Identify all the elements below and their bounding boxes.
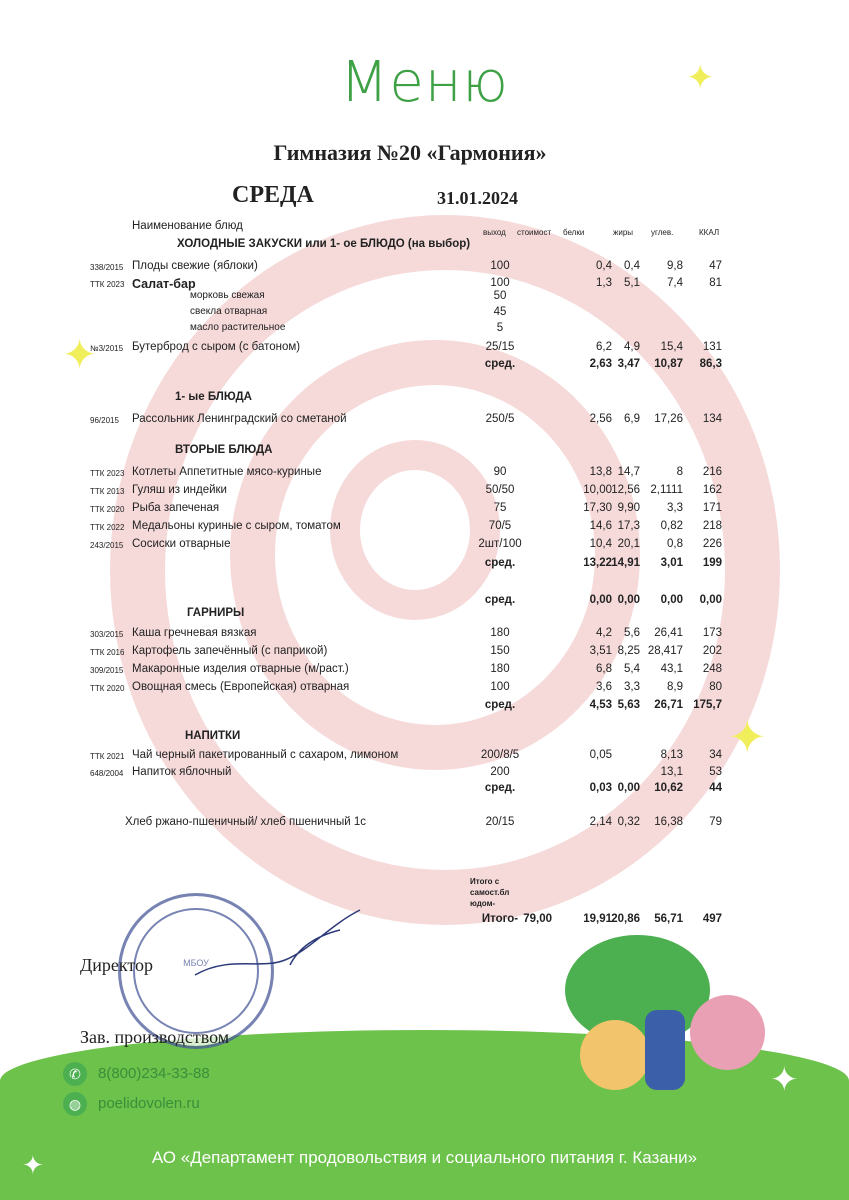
protein: 13,8 [589,466,612,478]
row-code: 96/2015 [90,416,119,425]
fat: 5,4 [624,663,640,675]
carbs: 0,00 [660,594,683,606]
summary-row [0,358,849,374]
table-row [0,816,849,832]
table-row [0,260,849,276]
dish-name: Каша гречневая вязкая [132,627,257,639]
portion: сред. [484,782,516,794]
fat: 20,1 [617,538,640,550]
total-self-line: юдом- [470,899,496,908]
carbs: 16,38 [654,816,683,828]
portion: 50 [493,290,507,302]
table-row [0,502,849,518]
kcal: 173 [702,627,722,639]
protein: 10,4 [589,538,612,550]
protein: 10,00 [583,484,612,496]
dish-name: свекла отварная [190,306,268,317]
fat: 3,3 [624,681,640,693]
dish-name: морковь свежая [190,290,265,301]
total-self-line: самост.бл [470,888,510,897]
protein: 14,6 [589,520,612,532]
protein: 0,00 [589,594,612,606]
table-row [0,749,849,765]
website-link[interactable]: poelidovolen.ru [98,1095,200,1112]
dish-name: Овощная смесь (Европейская) отварная [132,681,350,693]
director-label: Директор [80,955,154,975]
table-row [0,484,849,500]
kcal: 53 [709,766,722,778]
protein: 1,3 [596,277,612,289]
portion: 200 [490,766,510,778]
kcal: 162 [702,484,722,496]
row-code: ТТК 2016 [90,648,125,657]
portion: сред. [484,557,516,569]
dish-name: Хлеб ржано-пшеничный/ хлеб пшеничный 1с [125,816,367,828]
portion: 180 [490,663,510,675]
cost: 79,00 [523,913,552,925]
portion: 200/8/5 [480,749,520,761]
fat: 0,4 [624,260,640,272]
portion: 25/15 [485,341,515,353]
kcal: 44 [709,782,722,794]
star-icon: ✦ [728,711,767,763]
row-code: ТТК 2013 [90,487,125,496]
fat: 9,90 [617,502,640,514]
fat: 6,9 [624,413,640,425]
section-heading: 1- ые БЛЮДА [175,391,252,403]
fat: 20,86 [611,913,640,925]
protein: 2,14 [589,816,612,828]
protein: 3,51 [589,645,612,657]
kcal: 171 [702,502,722,514]
row-code: ТТК 2020 [90,505,125,514]
kcal: 202 [702,645,722,657]
portion: 100 [490,277,510,289]
protein: 0,03 [589,782,612,794]
row-code: ТТК 2023 [90,469,125,478]
fat: 12,56 [611,484,640,496]
section-heading: ГАРНИРЫ [187,607,245,619]
header-carbs: углев. [651,228,674,237]
star-icon: ✦ [770,1061,799,1099]
footer-organization: АО «Департамент продовольствия и социального питания г. Казани» [151,1148,698,1167]
fat: 0,00 [617,594,640,606]
portion: Итого- [481,913,519,925]
dish-name: Рассольник Ленинградский со сметаной [132,413,347,425]
portion: сред. [484,594,516,606]
carbs: 0,8 [667,538,683,550]
summary-row [0,782,849,798]
protein: 2,56 [589,413,612,425]
protein: 3,6 [596,681,612,693]
kcal: 199 [702,557,722,569]
dish-name: Медальоны куриные с сыром, томатом [132,520,341,532]
summary-row [0,699,849,715]
fat: 5,63 [617,699,640,711]
row-code: 648/2004 [90,769,124,778]
carbs: 56,71 [654,913,683,925]
table-row [0,290,849,306]
fat: 4,9 [624,341,640,353]
portion: 250/5 [485,413,515,425]
protein: 4,2 [596,627,612,639]
row-code: ТТК 2022 [90,523,125,532]
portion: 90 [493,466,507,478]
star-icon: ✦ [62,331,98,378]
dish-name: Салат-бар [132,277,196,291]
protein: 6,8 [596,663,612,675]
pepper-character [645,1010,685,1090]
protein: 19,91 [583,913,612,925]
carbs: 26,41 [654,627,683,639]
dish-name: Сосиски отварные [132,538,231,550]
production-head-label: Зав. производством [80,1027,230,1047]
kcal: 216 [702,466,722,478]
kcal: 86,3 [699,358,722,370]
table-row [0,413,849,429]
carbs: 10,62 [654,782,683,794]
portion: 50/50 [485,484,515,496]
section-heading: ХОЛОДНЫЕ ЗАКУСКИ или 1- ое БЛЮДО (на выбор) [177,238,471,250]
row-code: ТТК 2023 [90,280,125,289]
table-row [0,663,849,679]
table-row [0,681,849,697]
kcal: 248 [702,663,722,675]
fat: 5,1 [624,277,640,289]
table-row [0,645,849,661]
header-cost: стоимост [517,228,552,237]
carbs: 8,9 [667,681,683,693]
row-code: 243/2015 [90,541,124,550]
dish-name: масло растительное [190,322,286,333]
protein: 0,4 [596,260,612,272]
date: 31.01.2024 [437,188,518,208]
carbs: 0,82 [660,520,683,532]
total-self-label [470,876,509,909]
row-code: №3/2015 [90,344,124,353]
fat: 17,3 [617,520,640,532]
portion: 45 [493,306,507,318]
table-row [0,538,849,554]
section-heading: ВТОРЫЕ БЛЮДА [175,444,273,456]
page-title: Меню [340,50,509,115]
kcal: 131 [702,341,722,353]
portion: сред. [484,358,516,370]
fat: 0,32 [617,816,640,828]
fat: 14,91 [611,557,640,569]
row-code: 309/2015 [90,666,124,675]
dish-name: Гуляш из индейки [132,484,227,496]
kcal: 34 [709,749,722,761]
dish-name: Чай черный пакетированный с сахаром, лимоном [132,749,399,761]
carbs: 10,87 [654,358,683,370]
carbs: 15,4 [660,341,683,353]
stamp-text: МБОУ [183,958,209,968]
table-row [0,627,849,643]
total-self-line: Итого с [470,877,500,886]
summary-row [0,913,849,929]
kcal: 175,7 [693,699,722,711]
protein: 2,63 [589,358,612,370]
star-icon: ✦ [22,1150,44,1180]
table-row [0,766,849,782]
portion: 2шт/100 [478,538,522,550]
row-code: 303/2015 [90,630,124,639]
header-kcal: ККАЛ [699,228,720,237]
carbs: 26,71 [654,699,683,711]
carbs: 17,26 [654,413,683,425]
chef-character [690,995,765,1070]
carbs: 28,417 [647,645,683,657]
fat: 8,25 [617,645,640,657]
fat: 0,00 [617,782,640,794]
carbs: 3,01 [660,557,683,569]
protein: 6,2 [596,341,612,353]
row-code: ТТК 2021 [90,752,125,761]
portion: 20/15 [485,816,515,828]
star-icon: ✦ [686,59,715,97]
carbs: 9,8 [667,260,683,272]
dish-name: Рыба запеченая [132,502,220,514]
portion: 75 [493,502,507,514]
kcal: 0,00 [699,594,722,606]
carbs: 2,1111 [650,484,683,496]
protein: 17,30 [583,502,612,514]
table-row [0,341,849,357]
carbs: 8 [676,466,683,478]
header-fat: жиры [613,228,634,237]
table-row [0,520,849,536]
kcal: 218 [702,520,722,532]
portion: 150 [490,645,510,657]
header-name: Наименование блюд [132,220,243,232]
table-row [0,466,849,482]
portion: 180 [490,627,510,639]
protein: 4,53 [589,699,612,711]
kcal: 226 [702,538,722,550]
globe-icon: ◍ [63,1092,87,1116]
fat: 14,7 [617,466,640,478]
fat: 5,6 [624,627,640,639]
protein: 0,05 [589,749,612,761]
weekday: СРЕДА [232,182,314,208]
portion: сред. [484,699,516,711]
dish-name: Макаронные изделия отварные (м/раст.) [132,663,349,675]
kcal: 47 [709,260,722,272]
kcal: 497 [702,913,722,925]
header-protein: белки [563,228,585,237]
dish-name: Картофель запечённый (с паприкой) [132,645,328,657]
onion-character [580,1020,650,1090]
kcal: 79 [709,816,722,828]
protein: 13,22 [583,557,612,569]
dish-name: Котлеты Аппетитные мясо-куриные [132,466,322,478]
phone-icon: ✆ [63,1062,87,1086]
portion: 100 [490,260,510,272]
header-out: выход [483,228,506,237]
dish-name: Напиток яблочный [132,766,232,778]
phone-number[interactable]: 8(800)234-33-88 [98,1065,210,1082]
table-row [0,306,849,322]
fat: 3,47 [617,358,640,370]
portion: 5 [496,322,504,334]
carbs: 3,3 [667,502,683,514]
carbs: 43,1 [660,663,683,675]
section-heading: НАПИТКИ [185,730,241,742]
dish-name: Плоды свежие (яблоки) [132,260,258,272]
portion: 100 [490,681,510,693]
dish-name: Бутерброд с сыром (с батоном) [132,341,301,353]
kcal: 134 [702,413,722,425]
carbs: 7,4 [667,277,683,289]
summary-row [0,557,849,573]
row-code: 338/2015 [90,263,124,272]
summary-row [0,594,849,610]
carbs: 13,1 [660,766,683,778]
school-name: Гимназия №20 «Гармония» [273,140,547,165]
table-row [0,322,849,338]
portion: 70/5 [488,520,512,532]
carbs: 8,13 [660,749,683,761]
kcal: 81 [709,277,722,289]
row-code: ТТК 2020 [90,684,125,693]
kcal: 80 [709,681,722,693]
